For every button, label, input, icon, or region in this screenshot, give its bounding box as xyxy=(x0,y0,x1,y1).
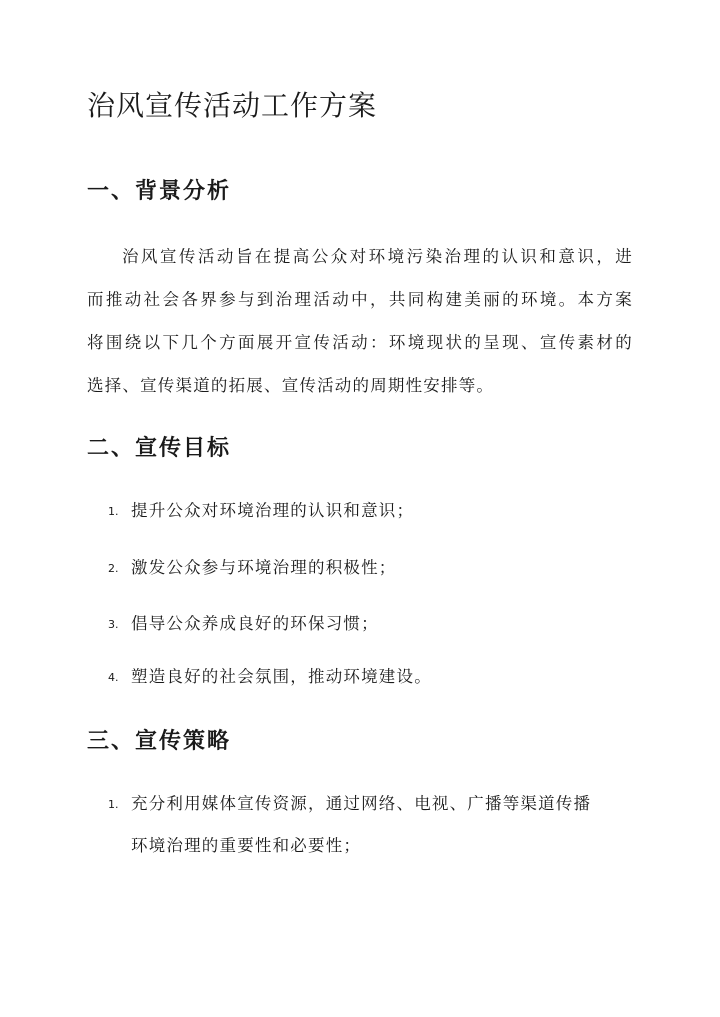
list-item xyxy=(108,667,432,688)
list-item-continuation: 环境治理的重要性和必要性； xyxy=(131,836,362,855)
section-heading-goals: 二、宣传目标 xyxy=(87,435,232,461)
list-item-number: 3. xyxy=(108,618,119,631)
paragraph-line: 选择、宣传渠道的拓展、宣传活动的周期性安排等。 xyxy=(87,376,495,395)
list-item xyxy=(108,614,379,635)
list-item-number: 1. xyxy=(108,798,119,811)
list-item-number: 1. xyxy=(108,505,119,518)
list-item-text: 倡导公众养成良好的环保习惯； xyxy=(131,614,379,633)
list-item-text: 充分利用媒体宣传资源，通过网络、电视、广播等渠道传播 xyxy=(131,794,592,813)
list-item-text: 塑造良好的社会氛围，推动环境建设。 xyxy=(131,667,432,686)
paragraph-line: 而推动社会各界参与到治理活动中，共同构建美丽的环境。本方案 xyxy=(87,290,633,309)
list-item-text: 激发公众参与环境治理的积极性； xyxy=(131,558,397,577)
section-heading-strategy: 三、宣传策略 xyxy=(87,728,232,754)
paragraph-line: 治风宣传活动旨在提高公众对环境污染治理的认识和意识，进 xyxy=(122,247,633,266)
list-item-number: 2. xyxy=(108,562,119,575)
list-item xyxy=(108,558,397,579)
section-heading-background: 一、背景分析 xyxy=(87,178,232,204)
paragraph-line: 将围绕以下几个方面展开宣传活动：环境现状的呈现、宣传素材的 xyxy=(87,333,633,352)
list-item-number: 4. xyxy=(108,671,119,684)
list-item xyxy=(108,794,591,815)
list-item xyxy=(108,501,414,522)
list-item-text: 提升公众对环境治理的认识和意识； xyxy=(131,501,415,520)
document-title: 治风宣传活动工作方案 xyxy=(87,89,378,122)
